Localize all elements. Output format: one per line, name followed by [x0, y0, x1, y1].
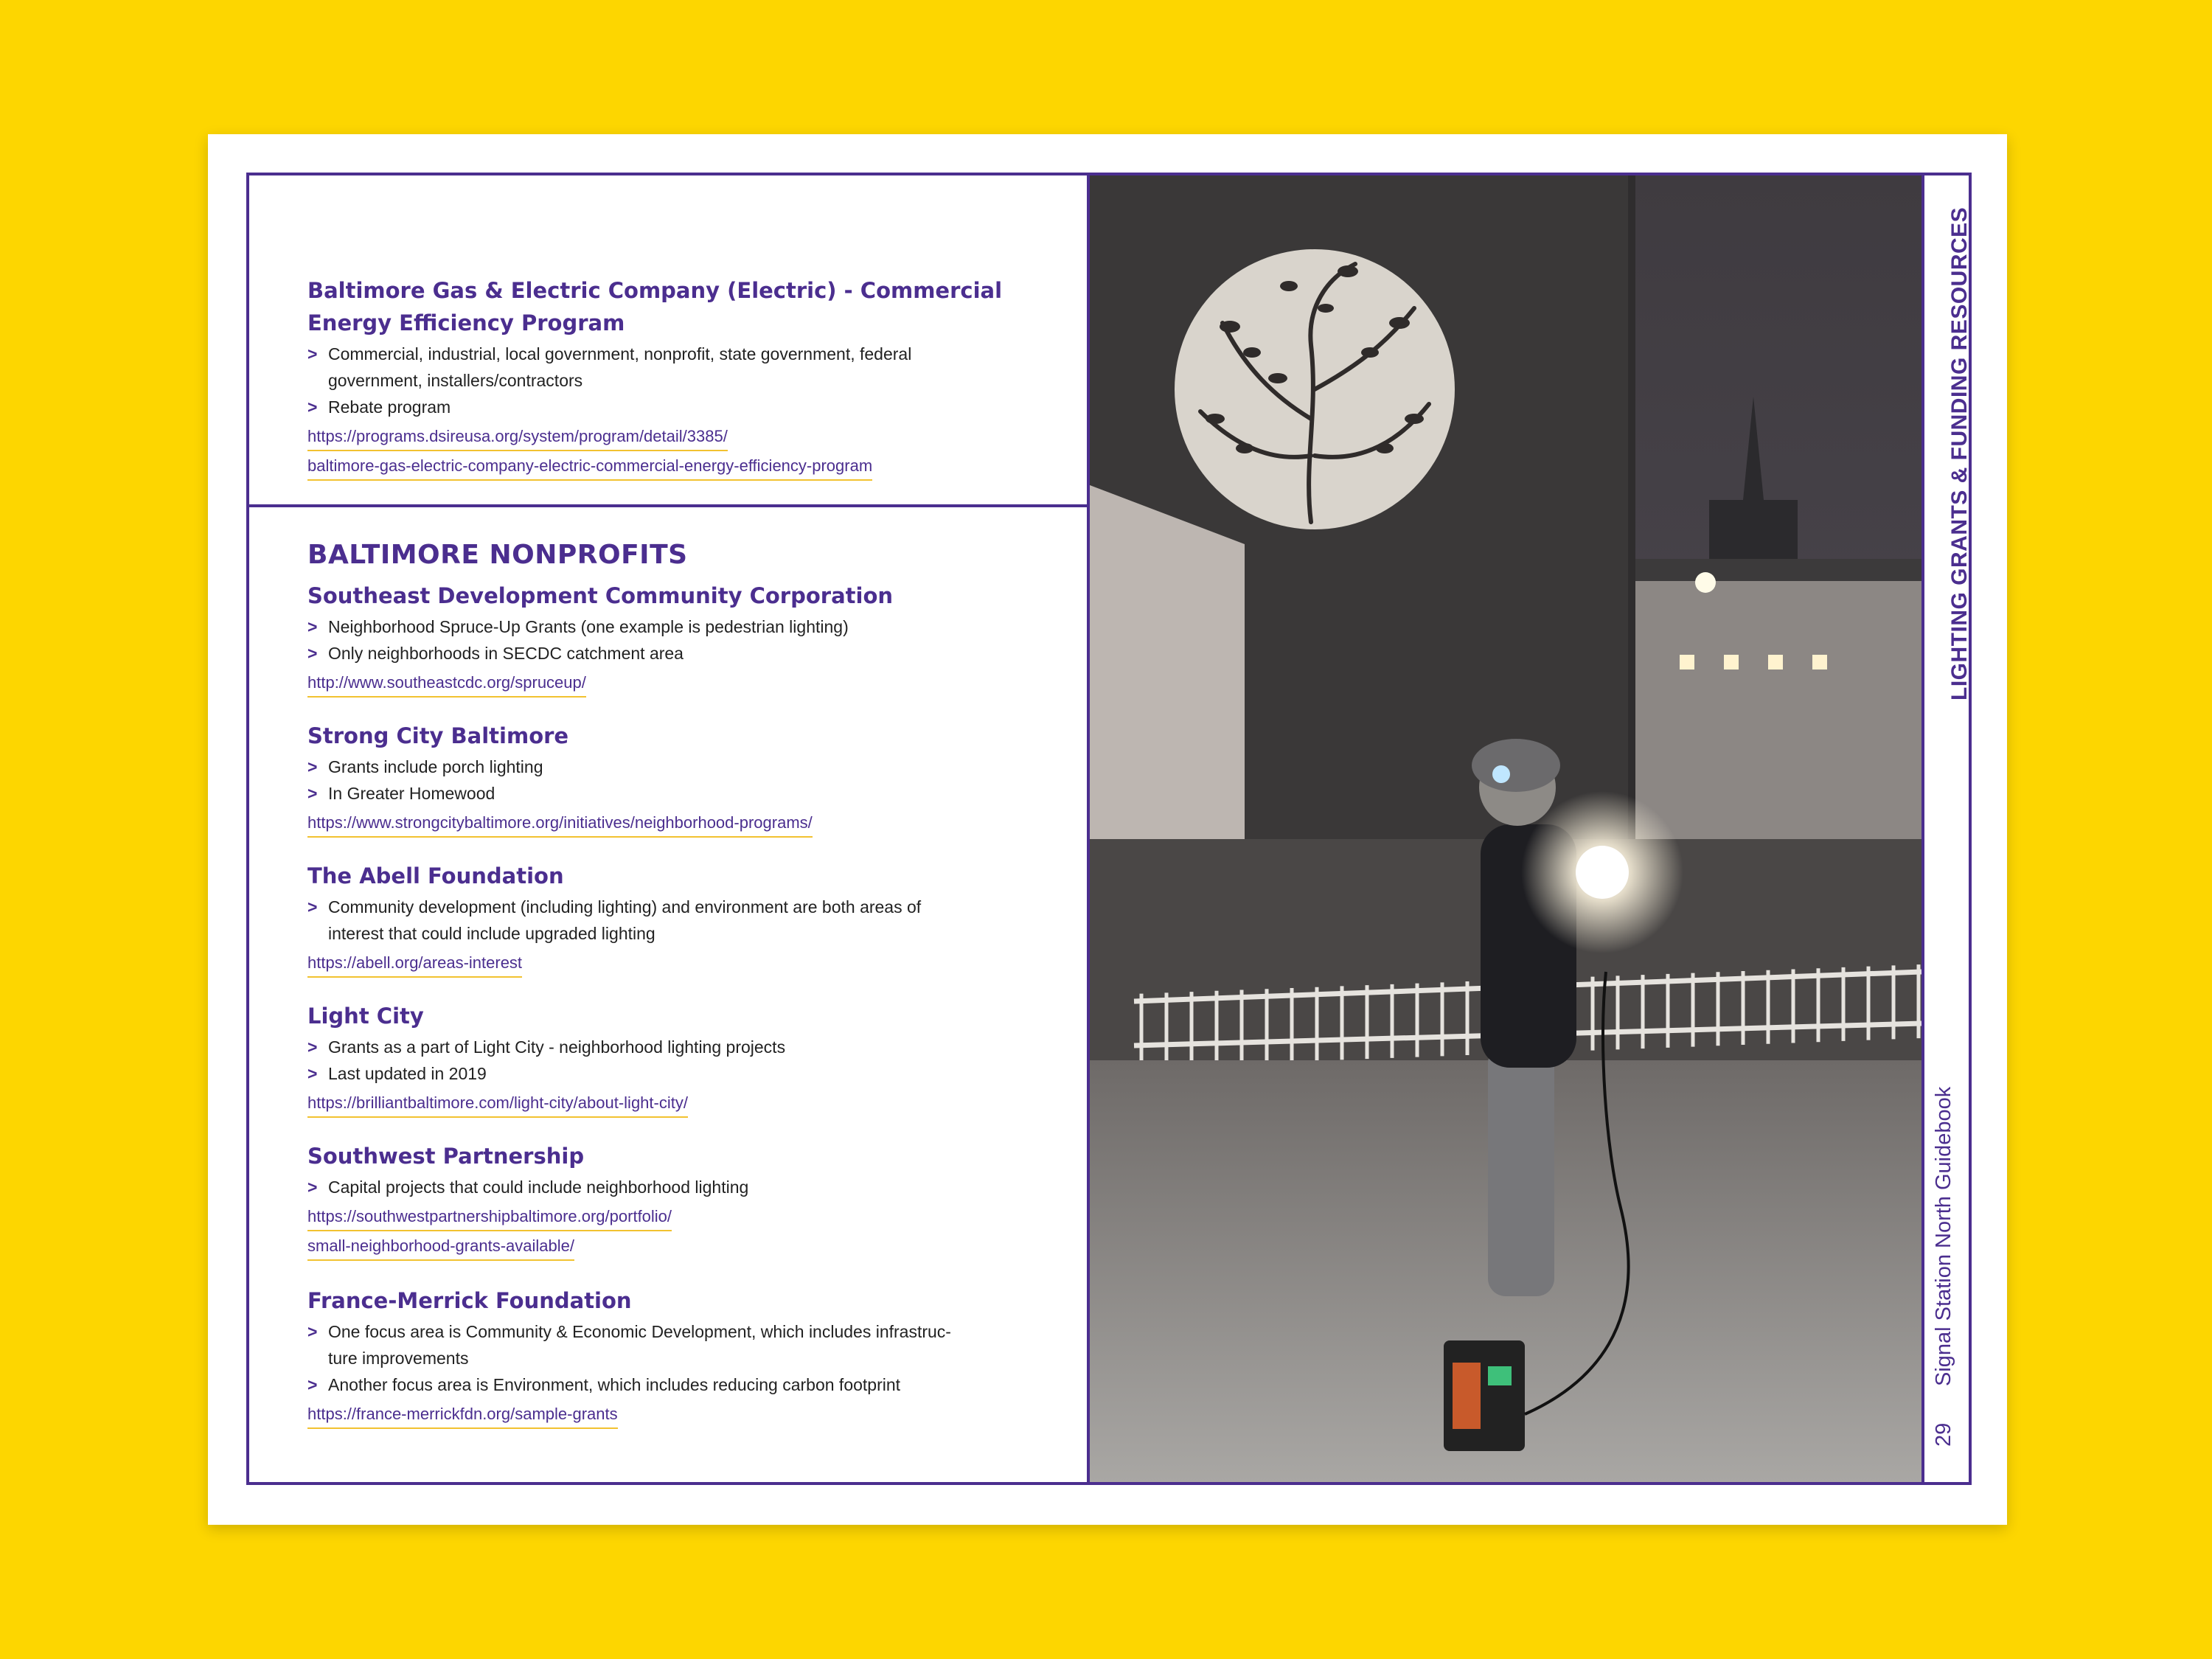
resource-entry	[307, 1284, 1060, 1429]
bullet-item: > Another focus area is Environment, which includes reducing carbon footprint	[307, 1371, 1060, 1398]
nonprofits-section	[307, 537, 1060, 1451]
bullet-item-continued: ture improvements	[328, 1349, 469, 1368]
resource-link[interactable]: small-neighborhood-grants-available/	[307, 1233, 574, 1261]
resource-link[interactable]: https://southwestpartnershipbaltimore.org/portfolio/	[307, 1203, 672, 1231]
chevron-right-icon: >	[307, 1375, 318, 1394]
entry-title: The Abell Foundation	[307, 863, 564, 888]
chevron-right-icon: >	[307, 644, 318, 663]
entry-title: Baltimore Gas & Electric Company (Electric) - Commercial	[307, 278, 1003, 303]
bullet-item: > Grants include porch lighting	[307, 754, 1060, 780]
bullet-item: > Grants as a part of Light City - neighborhood lighting projects	[307, 1034, 1060, 1060]
section-divider	[246, 504, 1090, 507]
bullet-list	[307, 1174, 1060, 1200]
link-block	[307, 423, 1060, 482]
bullet-list	[307, 1034, 1060, 1087]
bullet-item-continued: government, installers/contractors	[328, 371, 583, 390]
chapter-title: LIGHTING GRANTS & FUNDING RESOURCES	[1947, 206, 1972, 700]
chevron-right-icon: >	[307, 1322, 318, 1341]
bullet-list	[307, 341, 1060, 420]
bullet-item: > Capital projects that could include neighborhood lighting	[307, 1174, 1060, 1200]
entry-title: Light City	[307, 1004, 424, 1029]
top-entry	[307, 274, 1060, 482]
entry-title: Southeast Development Community Corporation	[307, 583, 894, 608]
chevron-right-icon: >	[307, 784, 318, 803]
bullet-item: > Neighborhood Spruce-Up Grants (one example is pedestrian lighting)	[307, 613, 1060, 640]
resource-link[interactable]: https://france-merrickfdn.org/sample-grants	[307, 1401, 618, 1429]
resource-entry	[307, 1140, 1060, 1262]
bullet-list	[307, 613, 1060, 667]
resource-link[interactable]: https://abell.org/areas-interest	[307, 950, 522, 978]
chevron-right-icon: >	[307, 617, 318, 636]
program-link[interactable]: https://programs.dsireusa.org/system/program/detail/3385/	[307, 423, 728, 451]
entry-title: Energy Efficiency Program	[307, 310, 625, 335]
page-number: 29	[1932, 1422, 1955, 1447]
chevron-right-icon: >	[307, 1037, 318, 1057]
chevron-right-icon: >	[307, 1064, 318, 1083]
resource-entry	[307, 580, 1060, 698]
resource-link[interactable]: https://brilliantbaltimore.com/light-city/about-light-city/	[307, 1090, 688, 1118]
bullet-list	[307, 1318, 1060, 1398]
chevron-right-icon: >	[307, 397, 318, 417]
bullet-item: > Only neighborhoods in SECDC catchment area	[307, 640, 1060, 667]
book-title: Signal Station North Guidebook	[1932, 1086, 1955, 1386]
bullet-item: > Commercial, industrial, local government, nonprofit, state government, federal	[307, 341, 1060, 367]
entry-title: Strong City Baltimore	[307, 723, 569, 748]
bullet-item: > Last updated in 2019	[307, 1060, 1060, 1087]
resource-entry	[307, 860, 1060, 978]
entry-title: France-Merrick Foundation	[307, 1288, 632, 1313]
chevron-right-icon: >	[307, 1178, 318, 1197]
bullet-item: > In Greater Homewood	[307, 780, 1060, 807]
bullet-item-continued: interest that could include upgraded lighting	[328, 924, 655, 943]
chevron-right-icon: >	[307, 757, 318, 776]
program-link[interactable]: baltimore-gas-electric-company-electric-commercial-energy-efficiency-program	[307, 453, 872, 481]
night-lighting-photo	[1090, 175, 1921, 1482]
chevron-right-icon: >	[307, 344, 318, 364]
resource-entry	[307, 1000, 1060, 1118]
bullet-item: > Community development (including lighting) and environment are both areas of	[307, 894, 1060, 920]
link-block	[307, 1203, 1060, 1262]
resource-link[interactable]: http://www.southeastcdc.org/spruceup/	[307, 669, 586, 698]
bullet-list	[307, 754, 1060, 807]
resource-entry	[307, 720, 1060, 838]
bullet-item: > Rebate program	[307, 394, 1060, 420]
sidebar-divider	[1921, 173, 1924, 1485]
chevron-right-icon: >	[307, 897, 318, 917]
entry-title: Southwest Partnership	[307, 1144, 585, 1169]
bullet-item: > One focus area is Community & Economic Development, which includes infrastruc-	[307, 1318, 1060, 1345]
section-title: BALTIMORE NONPROFITS	[307, 540, 688, 570]
bullet-list	[307, 894, 1060, 947]
resource-link[interactable]: https://www.strongcitybaltimore.org/initiatives/neighborhood-programs/	[307, 810, 813, 838]
